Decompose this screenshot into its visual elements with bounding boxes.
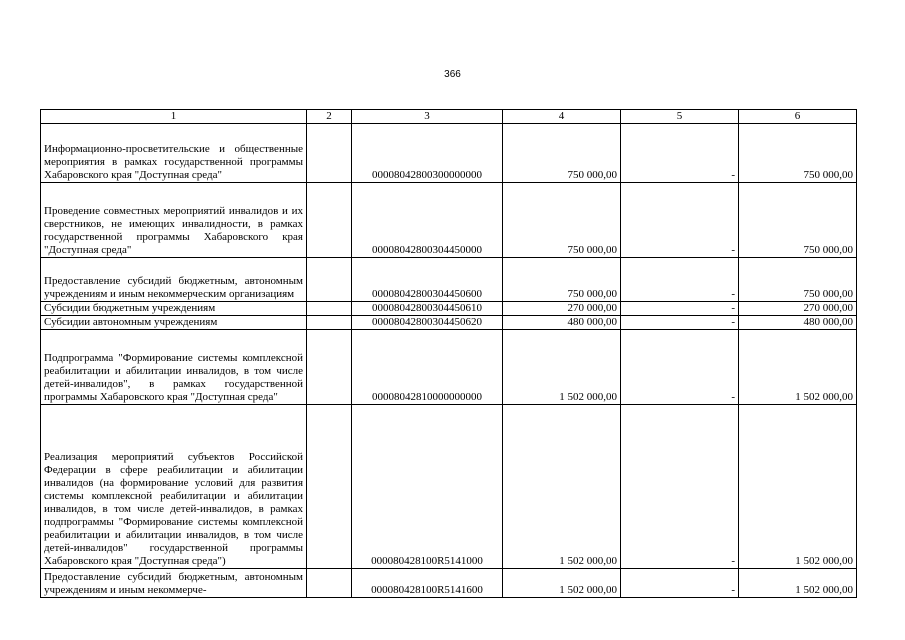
row-col2: [307, 302, 352, 316]
row-code: 000080428100R5141000: [352, 405, 503, 569]
row-col2: [307, 183, 352, 258]
row-code: 00008042800304450600: [352, 258, 503, 302]
table-row: [41, 302, 857, 316]
row-col6: 1 502 000,00: [739, 330, 857, 405]
row-name: Подпрограмма "Формирование системы комплексной реабилитации и абилитации инвалидов, в том числе детей-инвалидов", в рамках государственной программы Хабаровского края "Доступная среда": [41, 330, 307, 405]
row-col2: [307, 124, 352, 183]
page-number: 366: [444, 69, 461, 80]
row-col4: 1 502 000,00: [503, 330, 621, 405]
row-col5: -: [621, 302, 739, 316]
row-code: 000080428100R5141600: [352, 569, 503, 598]
table-row: [41, 405, 857, 569]
table-header-row: [41, 110, 857, 124]
row-col5: -: [621, 405, 739, 569]
row-col6: 1 502 000,00: [739, 569, 857, 598]
column-header-6: 6: [739, 110, 857, 124]
row-code: 00008042800304450000: [352, 183, 503, 258]
row-col5: -: [621, 330, 739, 405]
column-header-3: 3: [352, 110, 503, 124]
row-col2: [307, 330, 352, 405]
row-name: Субсидии бюджетным учреждениям: [41, 302, 307, 316]
column-header-1: 1: [41, 110, 307, 124]
row-col2: [307, 316, 352, 330]
row-name: Проведение совместных мероприятий инвалидов и их сверстников, не имеющих инвалидности, в рамках государственной программы Хабаровского края "Доступная среда": [41, 183, 307, 258]
row-col2: [307, 405, 352, 569]
row-col2: [307, 258, 352, 302]
row-col6: 480 000,00: [739, 316, 857, 330]
row-col5: -: [621, 124, 739, 183]
row-code: 00008042800304450620: [352, 316, 503, 330]
row-col2: [307, 569, 352, 598]
row-col4: 750 000,00: [503, 258, 621, 302]
row-name: Реализация мероприятий субъектов Российской Федерации в сфере реабилитации и абилитации инвалидов (на формирование условий для развития системы комплексной реабилитации и абилитации инвалидов, в том числе детей-инвалидов, в рамках подпрограммы "Формирование системы комплексной реабилитации и абилитации инвалидов, в том числе детей-инвалидов" государственной программы Хабаровского края "Доступная среда"): [41, 405, 307, 569]
row-code: 00008042810000000000: [352, 330, 503, 405]
row-col5: -: [621, 316, 739, 330]
row-col6: 750 000,00: [739, 258, 857, 302]
column-header-4: 4: [503, 110, 621, 124]
row-col6: 270 000,00: [739, 302, 857, 316]
column-header-5: 5: [621, 110, 739, 124]
budget-table: [40, 109, 857, 598]
row-col6: 750 000,00: [739, 124, 857, 183]
row-col5: -: [621, 569, 739, 598]
column-header-2: 2: [307, 110, 352, 124]
row-col4: 750 000,00: [503, 183, 621, 258]
row-col4: 480 000,00: [503, 316, 621, 330]
row-col5: -: [621, 258, 739, 302]
row-name: Предоставление субсидий бюджетным, автономным учреждениям и иным некоммерче-: [41, 569, 307, 598]
row-name: Субсидии автономным учреждениям: [41, 316, 307, 330]
row-code: 00008042800300000000: [352, 124, 503, 183]
row-col6: 1 502 000,00: [739, 405, 857, 569]
table-row: [41, 330, 857, 405]
row-col4: 270 000,00: [503, 302, 621, 316]
row-col4: 750 000,00: [503, 124, 621, 183]
row-name: Предоставление субсидий бюджетным, автономным учреждениям и иным некоммерческим организациям: [41, 258, 307, 302]
table-row: [41, 183, 857, 258]
row-code: 00008042800304450610: [352, 302, 503, 316]
table-row: [41, 258, 857, 302]
row-col6: 750 000,00: [739, 183, 857, 258]
table-row: [41, 569, 857, 598]
row-name: Информационно-просветительские и общественные мероприятия в рамках государственной программы Хабаровского края "Доступная среда": [41, 124, 307, 183]
row-col5: -: [621, 183, 739, 258]
row-col4: 1 502 000,00: [503, 405, 621, 569]
table-row: [41, 124, 857, 183]
row-col4: 1 502 000,00: [503, 569, 621, 598]
table-row: [41, 316, 857, 330]
